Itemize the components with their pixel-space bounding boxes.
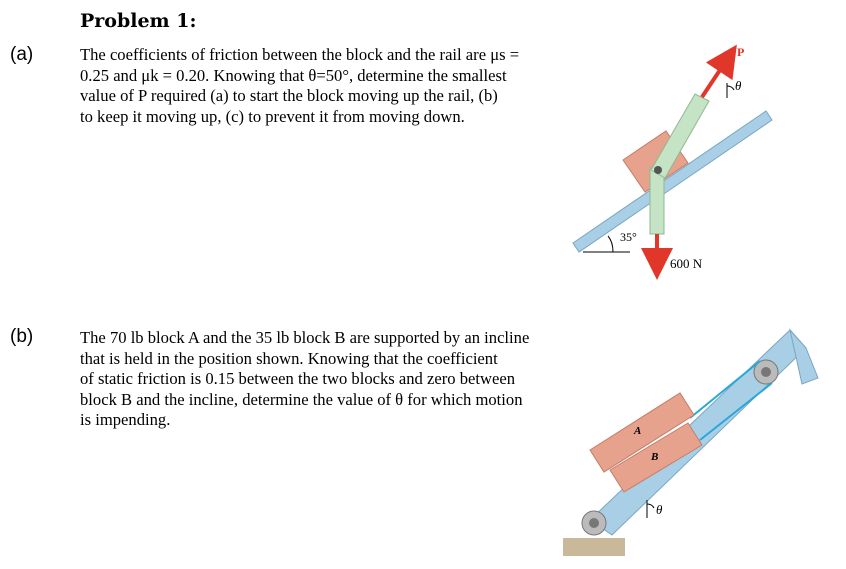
p-label: P: [737, 45, 745, 59]
part-a-line: to keep it moving up, (c) to prevent it from moving down.: [80, 106, 465, 126]
part-a-label: (a): [10, 44, 34, 65]
part-b-label: (b): [10, 326, 34, 347]
block-a-label: A: [634, 425, 642, 437]
part-a-line: 0.25 and μk = 0.20. Knowing that θ=50°, determine the smallest: [80, 65, 507, 85]
part-a-line: value of P required (a) to start the block moving up the rail, (b): [80, 86, 498, 105]
part-b-line: of static friction is 0.15 between the two blocks and zero between: [80, 369, 515, 388]
part-b-line: The 70 lb block A and the 35 lb block B are supported by an incline: [80, 328, 530, 347]
problem-title: Problem 1:: [80, 10, 197, 32]
part-b-line: that is held in the position shown. Knowing that the coefficient: [80, 348, 498, 368]
angle-label: 35°: [620, 230, 637, 244]
part-a-line: The coefficients of friction between the block and the rail are μs =: [80, 45, 520, 64]
pulley-center: [761, 367, 771, 377]
block-b-label: B: [651, 451, 659, 463]
part-b-line: block B and the incline, determine the value of θ for which motion: [80, 389, 523, 409]
part-b-line: is impending.: [80, 410, 171, 429]
theta-label-a: θ: [735, 78, 742, 93]
theta-label-b: θ: [656, 502, 663, 517]
ground-base: [563, 538, 625, 556]
base-pin-center: [589, 518, 599, 528]
theta-arc-b: [647, 504, 654, 508]
load-label: 600 N: [670, 256, 703, 271]
